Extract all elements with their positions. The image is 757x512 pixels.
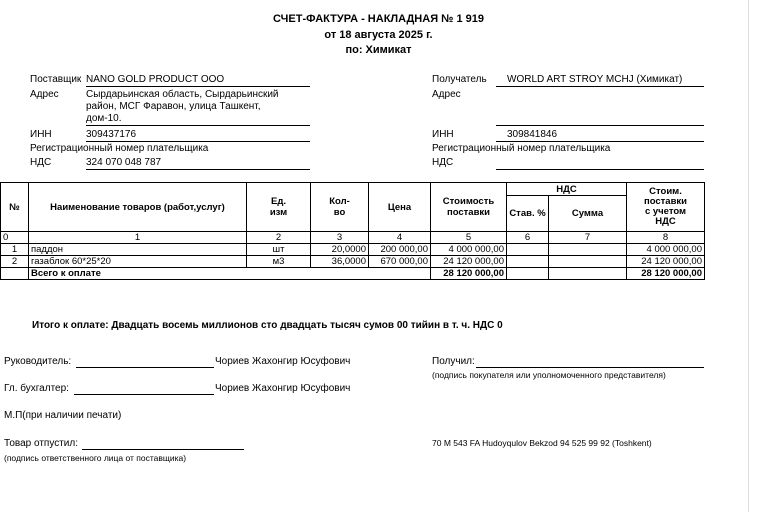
table-row — [1, 244, 705, 256]
amount-in-words: Итого к оплате: Двадцать восемь миллионов сто двадцать тысяч сумов 00 тийин в т. ч. НДС 0 — [32, 320, 503, 331]
col-header-total-line-1: Стоим. — [649, 186, 682, 197]
supplier-address-line-3: дом-10. — [86, 113, 122, 124]
supplier-inn-underline — [86, 141, 310, 142]
supplier-label: Поставщик — [30, 74, 82, 85]
col-header-unit — [247, 183, 311, 232]
col-header-total-line-2: поставки — [643, 196, 688, 207]
total-row-rate — [507, 268, 549, 280]
head-label: Руководитель: — [4, 356, 72, 367]
table-total-row — [1, 268, 705, 280]
col-header-rate: Став. % — [507, 196, 549, 232]
col-header-sum: Сумма — [549, 196, 627, 232]
col-header-cost-line-2: поставки — [446, 207, 491, 218]
table-row — [1, 256, 705, 268]
driver-info: 70 M 543 FA Hudoyqulov Bekzod 94 525 99 92 (Toshkent) — [432, 438, 652, 448]
total-row-total: 28 120 000,00 — [627, 268, 705, 280]
row-1-cost: 4 000 000,00 — [431, 244, 507, 256]
row-1-sum — [549, 244, 627, 256]
supplier-address-label: Адрес — [30, 89, 59, 100]
index-cell-2: 2 — [247, 232, 311, 244]
recipient-nds-underline — [496, 169, 704, 170]
row-2-num: 2 — [1, 256, 29, 268]
col-header-name: Наименование товаров (работ,услуг) — [29, 183, 247, 232]
index-cell-6: 6 — [507, 232, 549, 244]
row-1-rate — [507, 244, 549, 256]
col-header-unit-line-1: Ед. — [270, 196, 286, 207]
recipient-inn-label: ИНН — [432, 129, 454, 140]
row-1-name: паддон — [29, 244, 247, 256]
index-cell-3: 3 — [311, 232, 369, 244]
supplier-inn-label: ИНН — [30, 129, 52, 140]
row-2-qty: 36,0000 — [311, 256, 369, 268]
col-header-total-line-4: НДС — [655, 216, 676, 227]
accountant-name: Чориев Жахонгир Юсуфович — [215, 383, 351, 394]
supplier-address-line-1: Сырдарьинская область, Сырдарьинский — [86, 89, 279, 100]
row-2-sum — [549, 256, 627, 268]
row-1-num: 1 — [1, 244, 29, 256]
supplier-name-underline — [86, 86, 310, 87]
supplier-address-line-2: район, МСГ Фаравон, улица Ташкент, — [86, 101, 261, 112]
row-2-rate — [507, 256, 549, 268]
supplier-nds-label: НДС — [30, 157, 52, 168]
items-table — [0, 182, 705, 280]
recipient-address-underline — [496, 125, 704, 126]
row-1-price: 200 000,00 — [369, 244, 431, 256]
col-header-num: № — [1, 183, 29, 232]
head-name: Чориев Жахонгир Юсуфович — [215, 356, 351, 367]
col-header-cost-line-1: Стоимость — [442, 196, 495, 207]
index-cell-4: 4 — [369, 232, 431, 244]
supplier-name: NANO GOLD PRODUCT OOO — [86, 74, 225, 85]
recipient-name-underline — [496, 86, 704, 87]
released-label: Товар отпустил: — [4, 438, 78, 449]
row-1-total: 4 000 000,00 — [627, 244, 705, 256]
recipient-reg-label: Регистрационный номер плательщика — [432, 143, 611, 154]
stamp-label: М.П(при наличии печати) — [4, 410, 122, 421]
supplier-nds-underline — [86, 169, 310, 170]
col-header-qty — [311, 183, 369, 232]
col-header-total-line-3: с учетом — [644, 206, 687, 217]
recipient-inn-underline — [496, 141, 704, 142]
total-row-cost: 28 120 000,00 — [431, 268, 507, 280]
received-note: (подпись покупателя или уполномоченного представителя) — [432, 370, 666, 380]
accountant-signature-line — [74, 394, 214, 395]
accountant-label: Гл. бухгалтер: — [4, 383, 69, 394]
released-signature-line — [82, 449, 244, 450]
recipient-label: Получатель — [432, 74, 487, 85]
row-2-total: 24 120 000,00 — [627, 256, 705, 268]
row-1-qty: 20,0000 — [311, 244, 369, 256]
total-row-spacer — [1, 268, 29, 280]
row-1-unit: шт — [247, 244, 311, 256]
col-header-unit-line-2: изм — [269, 207, 288, 218]
row-2-name: газаблок 60*25*20 — [29, 256, 247, 268]
invoice-by: по: Химикат — [345, 44, 412, 56]
received-signature-line — [476, 367, 704, 368]
row-2-price: 670 000,00 — [369, 256, 431, 268]
col-header-nds: НДС — [507, 183, 627, 196]
index-cell-8: 8 — [627, 232, 705, 244]
recipient-address-label: Адрес — [432, 89, 461, 100]
supplier-address-underline — [86, 125, 310, 126]
index-cell-1: 1 — [29, 232, 247, 244]
col-header-qty-line-1: Кол- — [329, 196, 350, 207]
total-row-label: Всего к оплате — [29, 268, 431, 280]
table-header-row — [1, 183, 705, 196]
invoice-title: СЧЕТ-ФАКТУРА - НАКЛАДНАЯ № 1 919 — [272, 13, 485, 25]
col-header-price: Цена — [369, 183, 431, 232]
total-row-sum — [549, 268, 627, 280]
col-header-qty-line-2: во — [333, 207, 346, 218]
head-signature-line — [76, 367, 214, 368]
row-2-unit: м3 — [247, 256, 311, 268]
index-cell-0: 0 — [1, 232, 29, 244]
col-header-cost — [431, 183, 507, 232]
index-cell-5: 5 — [431, 232, 507, 244]
index-cell-7: 7 — [549, 232, 627, 244]
recipient-name: WORLD ART STROY MCHJ (Химикат) — [507, 74, 683, 85]
supplier-reg-label: Регистрационный номер плательщика — [30, 143, 209, 154]
table-index-row — [1, 232, 705, 244]
col-header-total — [627, 183, 705, 232]
released-note: (подпись ответственного лица от поставщика) — [4, 453, 187, 463]
row-2-cost: 24 120 000,00 — [431, 256, 507, 268]
recipient-inn: 309841846 — [507, 129, 558, 140]
page-edge — [748, 0, 749, 512]
invoice-date: от 18 августа 2025 г. — [324, 29, 433, 41]
supplier-inn: 309437176 — [86, 129, 137, 140]
supplier-nds: 324 070 048 787 — [86, 157, 162, 168]
received-label: Получил: — [432, 356, 475, 367]
recipient-nds-label: НДС — [432, 157, 454, 168]
